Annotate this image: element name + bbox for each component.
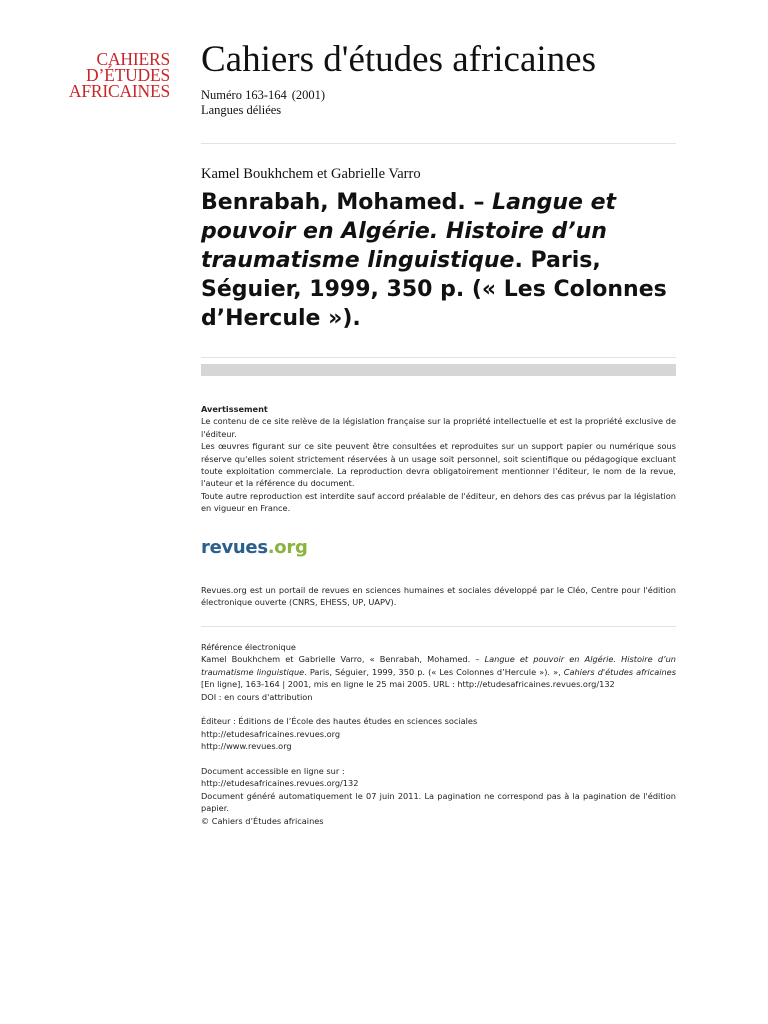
logo-line-1: CAHIERS [96,49,170,69]
journal-title: Cahiers d'études africaines [201,39,597,80]
document-generated: Document généré automatiquement le 07 juin 2011. La pagination ne correspond pas à la pagination de l'édition papier. [201,790,676,814]
citation-journal: Cahiers d'études africaines [563,666,676,677]
issue-year: (2001) [291,88,326,102]
logo-line-2: D’ÉTUDES [86,65,170,85]
reference-doi: DOI : en cours d'attribution [201,691,313,702]
revues-logo-part2: .org [267,537,308,558]
issue-number: Numéro 163-164 [201,88,287,102]
citation-italic-title: Langue et pouvoir en Algérie. Histoire d’un traumatisme linguistique [201,654,676,677]
article-authors: Kamel Boukhchem et Gabrielle Varro [201,166,421,182]
publisher-url-journal[interactable]: http://etudesafricaines.revues.org [201,728,341,739]
notice-paragraph-2: Les œuvres figurant sur ce site peuvent être consultées et reproduites sur un support papier ou numérique sous réserve qu'elles soient strictement réservées à un usage soit personnel, soit scientifique ou pédagogique excluant toute exploitation commerciale. La reproduction devra obligatoirement mentionner l'éditeur, le nom de la revue, l'auteur et la référence du document. [201,441,676,489]
article-title-part1: Benrabah, Mohamed. – [201,190,493,215]
publisher-editor: Éditeur : Éditions de l’École des hautes études en sciences sociales [201,716,478,727]
article-title [201,188,681,333]
issue-theme: Langues déliées [201,103,282,117]
reference-heading: Référence électronique [201,642,296,652]
legal-notice [201,403,676,515]
document-online-label: Document accessible en ligne sur : [201,766,345,777]
publisher-url-revues[interactable]: http://www.revues.org [201,741,292,752]
divider-top [201,143,676,144]
article-title-italic: Langue et pouvoir en Algérie. Histoire d’un traumatisme linguistique [201,190,617,273]
divider-middle [201,357,676,358]
document-online-url[interactable]: http://etudesafricaines.revues.org/132 [201,778,359,789]
grey-bar [201,364,676,376]
reference-citation [201,653,676,690]
document-copyright: © Cahiers d’Études africaines [201,815,324,826]
reference-section [201,641,676,827]
notice-heading: Avertissement [201,404,268,414]
citation-middle: . Paris, Séguier, 1999, 350 p. (« Les Colonnes d’Hercule »). », [304,666,564,677]
revues-logo-part1: revues [201,537,268,558]
issue-info [201,88,325,118]
notice-paragraph-3: Toute autre reproduction est interdite sauf accord préalable de l'éditeur, en dehors des cas prévus par la législation en vigueur en France. [201,490,676,514]
divider-bottom [201,626,676,627]
citation-start: Kamel Boukhchem et Gabrielle Varro, « Benrabah, Mohamed. – [201,654,485,665]
logo-line-3: AFRICAINES [68,81,170,101]
article-title-part2: . Paris, Séguier, 1999, 350 p. (« Les Colonnes d’Hercule »). [201,248,667,331]
journal-logo [52,51,170,99]
notice-paragraph-1: Le contenu de ce site relève de la législation française sur la propriété intellectuelle et est la propriété exclusive de l'éditeur. [201,416,676,439]
portal-description: Revues.org est un portail de revues en sciences humaines et sociales développé par le Cléo, Centre pour l'édition électronique ouverte (CNRS, EHESS, UP, UAPV). [201,585,676,608]
citation-end: [En ligne], 163-164 | 2001, mis en ligne le 25 mai 2005. URL : http://etudesafricaines.revues.org/132 [201,679,615,690]
revues-org-logo[interactable] [201,537,308,558]
